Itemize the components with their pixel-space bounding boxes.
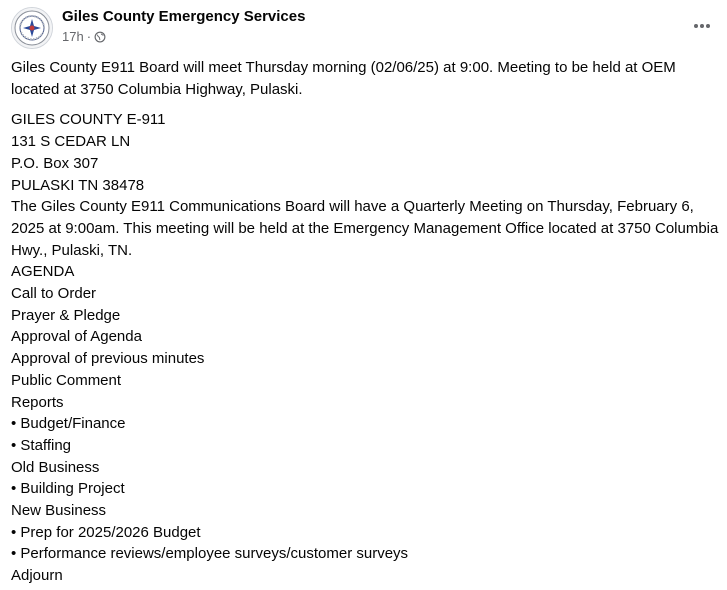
agenda-item: Adjourn bbox=[11, 567, 63, 585]
post-intro: Giles County E911 Board will meet Thursday morning (02/06/25) at 9:00. Meeting to be held at OEM located at 3750 Columbia Highway, Pulaski. bbox=[11, 59, 676, 98]
post-header bbox=[11, 7, 716, 51]
agenda-item: Approval of Agenda bbox=[11, 328, 142, 346]
agenda-item: Public Comment bbox=[11, 371, 122, 389]
emergency-seal-icon bbox=[12, 8, 52, 48]
address-line: GILES COUNTY E-911 bbox=[11, 111, 166, 129]
address-line: 131 S CEDAR LN bbox=[11, 133, 131, 151]
agenda-subitem: • Building Project bbox=[11, 480, 125, 498]
globe-icon bbox=[94, 31, 106, 43]
agenda-subitem: • Prep for 2025/2026 Budget bbox=[11, 523, 201, 541]
agenda-item: Reports bbox=[11, 393, 64, 411]
agenda-subitem: • Performance reviews/employee surveys/customer surveys bbox=[11, 545, 409, 563]
agenda-subitem: • Budget/Finance bbox=[11, 415, 126, 433]
agenda-item: Call to Order bbox=[11, 285, 97, 303]
page-avatar[interactable] bbox=[11, 7, 53, 49]
agenda-item: New Business bbox=[11, 502, 107, 520]
more-options-button[interactable] bbox=[688, 12, 716, 40]
agenda-heading: AGENDA bbox=[11, 263, 75, 281]
more-options-icon bbox=[692, 16, 712, 36]
page-name-link[interactable]: Giles County Emergency Services bbox=[62, 8, 306, 25]
post-timestamp[interactable]: 17h bbox=[62, 29, 84, 44]
agenda-item: Approval of previous minutes bbox=[11, 350, 205, 368]
agenda-item: Prayer & Pledge bbox=[11, 306, 121, 324]
post-details bbox=[11, 109, 723, 586]
agenda-subitem: • Staffing bbox=[11, 436, 72, 454]
agenda-item: Old Business bbox=[11, 458, 100, 476]
address-line: PULASKI TN 38478 bbox=[11, 176, 145, 194]
address-line: P.O. Box 307 bbox=[11, 154, 99, 172]
post-meta bbox=[62, 7, 305, 45]
meeting-notice: The Giles County E911 Communications Board will have a Quarterly Meeting on Thursday, February 6, 2025 at 9:00am. This meeting will be held at the Emergency Management Office located at 3750 Columbia Hwy., Pulaski, TN. bbox=[11, 198, 719, 259]
post-body bbox=[11, 57, 723, 587]
post-subline bbox=[62, 29, 305, 45]
separator-dot: · bbox=[86, 29, 92, 44]
